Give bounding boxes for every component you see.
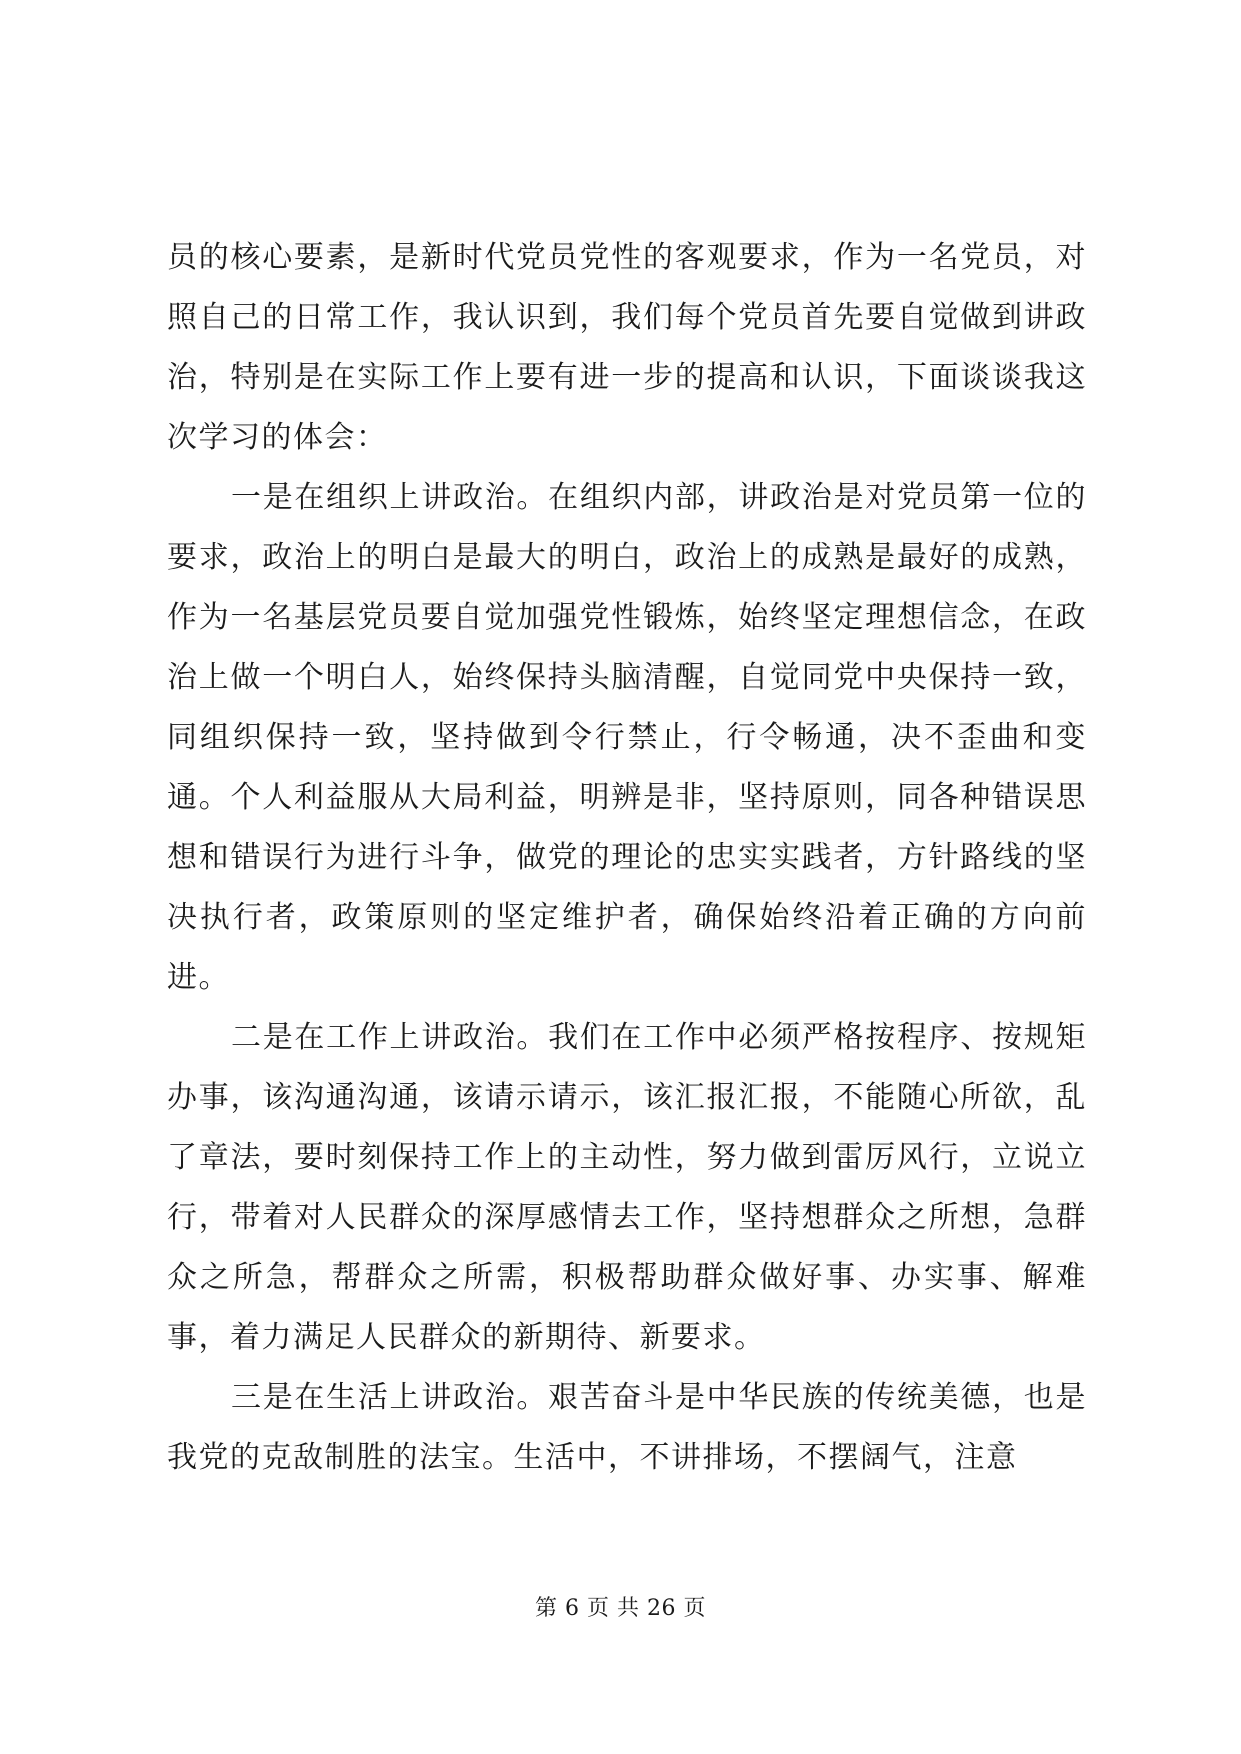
page-number-footer: 第 6 页 共 26 页 — [535, 1596, 706, 1621]
paragraph-organization-politics: 一是在组织上讲政治。在组织内部，讲政治是对党员第一位的要求，政治上的明白是最大的明白，政治上的成熟是最好的成熟，作为一名基层党员要自觉加强党性锻炼，始终坚定理想信念，在政治上做一个明白人，始终保持头脑清醒，自觉同党中央保持一致，同组织保持一致，坚持做到令行禁止，行令畅通，决不歪曲和变通。个人利益服从大局利益，明辨是非，坚持原则，同各种错误思想和错误行为进行斗争，做党的理论的忠实实践者，方针路线的坚决执行者，政策原则的坚定维护者，确保始终沿着正确的方向前进。 — [167, 480, 1087, 995]
document-body — [167, 228, 1087, 1488]
paragraph-life-politics: 三是在生活上讲政治。艰苦奋斗是中华民族的传统美德，也是我党的克敌制胜的法宝。生活中，不讲排场，不摆阔气，注意 — [167, 1380, 1087, 1475]
paragraph-intro-continuation: 员的核心要素，是新时代党员党性的客观要求，作为一名党员，对照自己的日常工作，我认识到，我们每个党员首先要自觉做到讲政治，特别是在实际工作上要有进一步的提高和认识，下面谈谈我这次学习的体会： — [167, 240, 1087, 455]
paragraph-work-politics: 二是在工作上讲政治。我们在工作中必须严格按程序、按规矩办事，该沟通沟通，该请示请示，该汇报汇报，不能随心所欲，乱了章法，要时刻保持工作上的主动性，努力做到雷厉风行，立说立行，带着对人民群众的深厚感情去工作，坚持想群众之所想，急群众之所急，帮群众之所需，积极帮助群众做好事、办实事、解难事，着力满足人民群众的新期待、新要求。 — [167, 1020, 1087, 1355]
